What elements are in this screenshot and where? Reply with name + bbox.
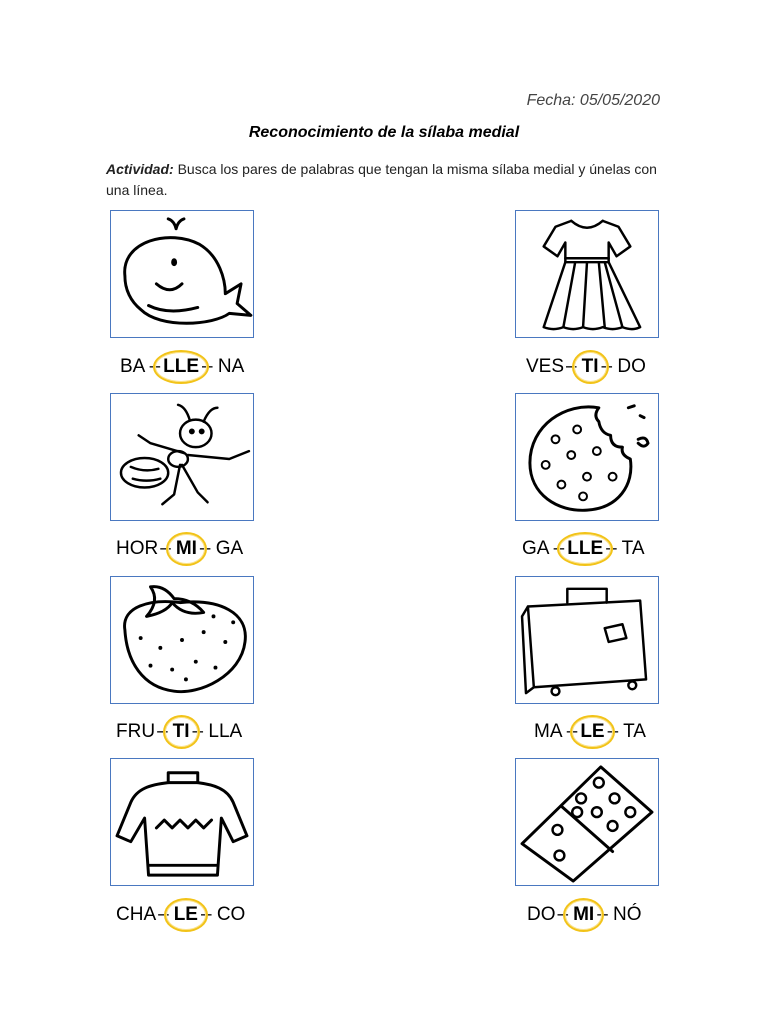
word-suffix: – LLA	[192, 721, 243, 742]
dress-icon	[516, 211, 658, 337]
instruction-text: Busca los pares de palabras que tengan la misma sílaba medial y únelas con una línea.	[106, 161, 657, 198]
word-suffix: – TA	[606, 538, 645, 559]
cookie-icon	[516, 394, 658, 520]
word-prefix: FRU	[116, 721, 156, 742]
ant-icon	[111, 394, 253, 520]
suitcase-card	[515, 576, 659, 704]
medial-syllable: LE	[580, 721, 605, 742]
medial-syllable: MI	[175, 538, 197, 559]
word-suffix: – NÓ	[597, 904, 642, 925]
strawberry-card	[110, 576, 254, 704]
worksheet-title: Reconocimiento de la sílaba medial	[248, 124, 520, 141]
instruction	[106, 159, 666, 201]
word-suffix: – GA	[199, 538, 244, 559]
sweater-icon	[111, 759, 253, 885]
medial-syllable: LE	[173, 904, 198, 925]
word-galleta	[522, 538, 645, 560]
whale-card	[110, 210, 254, 338]
word-prefix: CHA	[116, 904, 157, 925]
strawberry-icon	[111, 577, 253, 703]
word-prefix: BA –	[120, 356, 161, 377]
instruction-label: Actividad:	[106, 161, 174, 177]
word-prefix: GA –	[522, 538, 565, 559]
date-label: Fecha: 05/05/2020	[526, 92, 660, 109]
word-prefix: HOR	[116, 538, 159, 559]
suitcase-icon	[516, 577, 658, 703]
word-maleta	[534, 721, 646, 743]
sweater-card	[110, 758, 254, 886]
word-suffix: – CO	[200, 904, 246, 925]
word-suffix: – TA	[607, 721, 646, 742]
dress-card	[515, 210, 659, 338]
whale-icon	[111, 211, 253, 337]
word-frutilla: FRU – TI – LLA	[116, 721, 243, 742]
word-ballena	[120, 356, 244, 378]
word-prefix: DO	[527, 904, 556, 925]
domino-card	[515, 758, 659, 886]
cookie-card	[515, 393, 659, 521]
word-hormiga: HOR – MI – GA	[116, 538, 244, 559]
word-domino: DO – MI – NÓ	[527, 904, 642, 925]
word-suffix: – NA	[202, 356, 245, 377]
word-chaleco: CHA – LE – CO	[116, 904, 246, 925]
medial-syllable: TI	[172, 721, 190, 742]
domino-icon	[516, 759, 658, 885]
ant-card	[110, 393, 254, 521]
word-prefix: MA –	[534, 721, 578, 742]
word-vestido: VES – TI – DO	[526, 356, 646, 377]
medial-syllable: MI	[573, 904, 595, 925]
word-suffix: – DO	[601, 356, 646, 377]
word-prefix: VES	[526, 356, 565, 377]
medial-syllable: LLE	[163, 356, 200, 377]
medial-syllable: LLE	[567, 538, 604, 559]
medial-syllable: TI	[581, 356, 599, 377]
